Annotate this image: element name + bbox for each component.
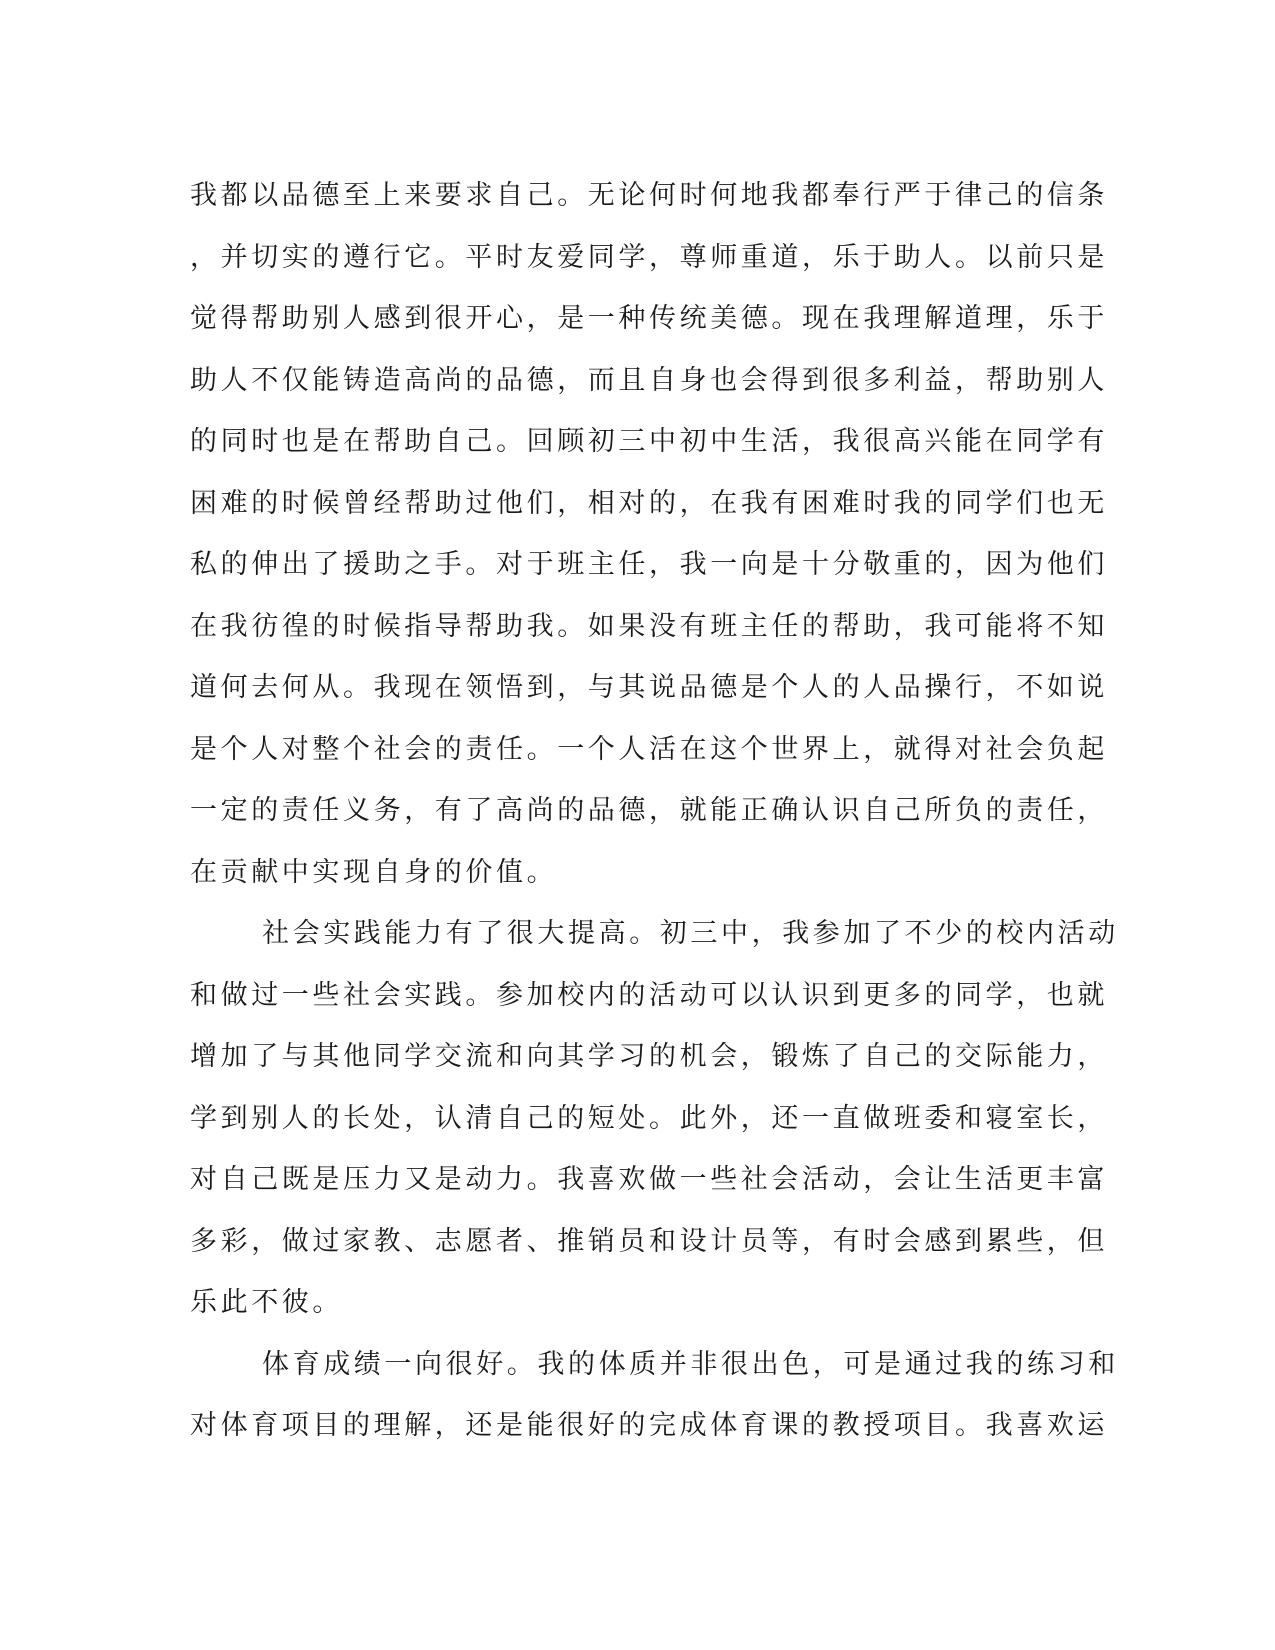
text-line: 在我彷徨的时候指导帮助我。如果没有班主任的帮助，我可能将不知 xyxy=(190,610,1108,642)
text-line: 一定的责任义务，有了高尚的品德，就能正确认识自己所负的责任， xyxy=(190,795,1108,826)
text-line: 增加了与其他同学交流和向其学习的机会，锻炼了自己的交际能力， xyxy=(190,1041,1108,1072)
text-line: 对自己既是压力又是动力。我喜欢做一些社会活动，会让生活更丰富 xyxy=(190,1164,1108,1195)
text-line: 对体育项目的理解，还是能很好的完成体育课的教授项目。我喜欢运 xyxy=(190,1410,1108,1441)
paragraph-start-line: 社会实践能力有了很大提高。初三中，我参加了不少的校内活动 xyxy=(262,918,1119,949)
text-line: 和做过一些社会实践。参加校内的活动可以认识到更多的同学，也就 xyxy=(190,979,1108,1011)
paragraph-start-line: 体育成绩一向很好。我的体质并非很出色，可是通过我的练习和 xyxy=(262,1348,1119,1380)
text-line: 乐此不彼。 xyxy=(190,1287,343,1318)
text-line: 学到别人的长处，认清自己的短处。此外，还一直做班委和寝室长， xyxy=(190,1102,1108,1134)
text-line: 私的伸出了援助之手。对于班主任，我一向是十分敬重的，因为他们 xyxy=(190,549,1108,580)
text-line: 在贡献中实现自身的价值。 xyxy=(190,856,558,888)
text-line: ，并切实的遵行它。平时友爱同学，尊师重道，乐于助人。以前只是 xyxy=(190,241,1108,273)
text-line: 是个人对整个社会的责任。一个人活在这个世界上，就得对社会负起 xyxy=(190,733,1108,765)
text-line: 困难的时候曾经帮助过他们，相对的，在我有困难时我的同学们也无 xyxy=(190,487,1108,519)
body-text xyxy=(190,165,1119,1457)
text-line: 的同时也是在帮助自己。回顾初三中初中生活，我很高兴能在同学有 xyxy=(190,426,1108,457)
text-line: 觉得帮助别人感到很开心，是一种传统美德。现在我理解道理，乐于 xyxy=(190,303,1108,334)
text-line: 我都以品德至上来要求自己。无论何时何地我都奉行严于律己的信条 xyxy=(190,180,1108,211)
text-line: 助人不仅能铸造高尚的品德，而且自身也会得到很多利益，帮助别人 xyxy=(190,364,1108,396)
text-line: 道何去何从。我现在领悟到，与其说品德是个人的人品操行，不如说 xyxy=(190,672,1108,703)
text-line: 多彩，做过家教、志愿者、推销员和设计员等，有时会感到累些，但 xyxy=(190,1225,1108,1257)
